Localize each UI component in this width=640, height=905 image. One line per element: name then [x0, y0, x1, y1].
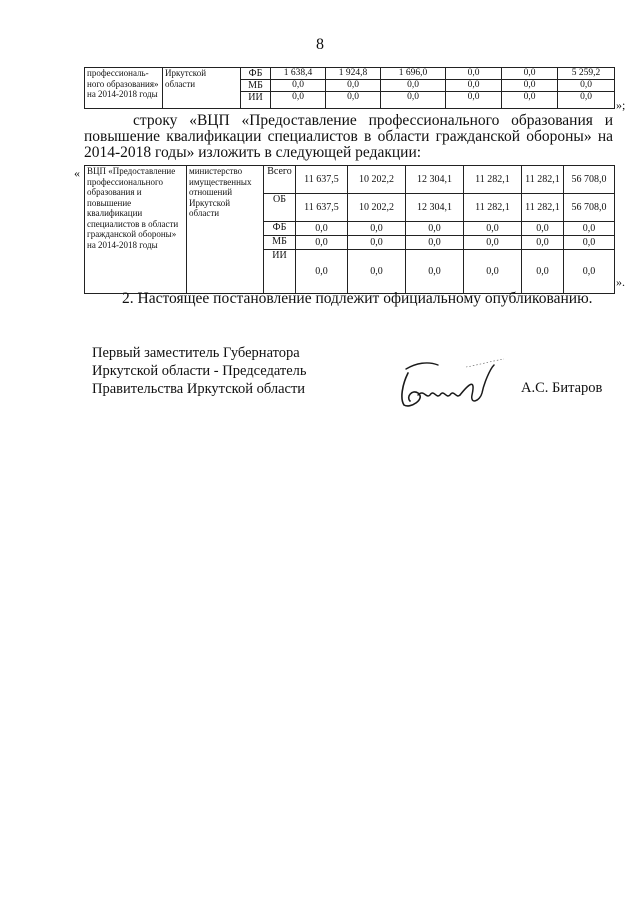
value-cell: 0,0 — [381, 80, 446, 92]
value-cell: 0,0 — [348, 250, 406, 294]
value-cell: 12 304,1 — [406, 194, 464, 222]
value-cell: 0,0 — [406, 222, 464, 236]
value-cell: 0,0 — [564, 250, 615, 294]
funding-source: ФБ — [264, 222, 296, 236]
value-cell: 0,0 — [296, 222, 348, 236]
paragraph-line: повышение квалификации специалистов в области гражданской обороны» на — [84, 128, 613, 145]
value-cell: 0,0 — [381, 92, 446, 109]
page-number: 8 — [316, 36, 324, 53]
value-cell: 0,0 — [558, 80, 615, 92]
value-cell: 0,0 — [502, 92, 558, 109]
value-cell: 1 638,4 — [271, 68, 326, 80]
table-row — [85, 68, 615, 80]
value-cell: 1 696,0 — [381, 68, 446, 80]
paragraph-line: строку «ВЦП «Предоставление профессионального образования и — [133, 112, 613, 129]
closing-quote: ». — [616, 275, 625, 289]
executor-cell: министерство имущественных отношений Иркутской области — [187, 166, 264, 294]
value-cell: 56 708,0 — [564, 194, 615, 222]
value-cell: 11 282,1 — [522, 166, 564, 194]
value-cell: 11 282,1 — [464, 166, 522, 194]
value-cell: 0,0 — [348, 222, 406, 236]
signatory-title-line: Первый заместитель Губернатора — [92, 345, 300, 361]
funding-source: ИИ — [264, 250, 296, 294]
value-cell: 10 202,2 — [348, 194, 406, 222]
funding-source: ОБ — [264, 194, 296, 222]
value-cell: 11 637,5 — [296, 194, 348, 222]
value-cell: 0,0 — [564, 222, 615, 236]
value-cell: 11 282,1 — [522, 194, 564, 222]
value-cell: 1 924,8 — [326, 68, 381, 80]
value-cell: 12 304,1 — [406, 166, 464, 194]
budget-table-continuation — [84, 67, 615, 109]
value-cell: 0,0 — [446, 68, 502, 80]
value-cell: 10 202,2 — [348, 166, 406, 194]
opening-quote: « — [74, 166, 80, 180]
closing-quote: »; — [616, 98, 626, 112]
value-cell: 11 282,1 — [464, 194, 522, 222]
value-cell: 0,0 — [502, 80, 558, 92]
program-name-cell: ВЦП «Предоставление профессионального образования и повышение квалификации специалистов в области гражданской обороны» на 2014-2018 годы — [85, 166, 187, 294]
funding-source: МБ — [264, 236, 296, 250]
budget-table-new — [84, 165, 615, 294]
value-cell: 11 637,5 — [296, 166, 348, 194]
signature-block — [92, 344, 307, 398]
value-cell: 56 708,0 — [564, 166, 615, 194]
value-cell: 0,0 — [271, 80, 326, 92]
value-cell: 0,0 — [564, 236, 615, 250]
value-cell: 0,0 — [296, 250, 348, 294]
value-cell: 0,0 — [464, 236, 522, 250]
value-cell: 0,0 — [348, 236, 406, 250]
table-row — [85, 166, 615, 194]
value-cell: 0,0 — [406, 250, 464, 294]
funding-source: ФБ — [241, 68, 271, 80]
paragraph-line: 2014-2018 годы» изложить в следующей редакции: — [84, 144, 422, 161]
value-cell: 5 259,2 — [558, 68, 615, 80]
value-cell: 0,0 — [446, 92, 502, 109]
value-cell: 0,0 — [558, 92, 615, 109]
funding-source: ИИ — [241, 92, 271, 109]
signatory-title-line: Иркутской области - Председатель — [92, 363, 307, 379]
value-cell: 0,0 — [296, 236, 348, 250]
value-cell: 0,0 — [522, 222, 564, 236]
executor-cell: Иркутской области — [163, 68, 241, 109]
funding-source: МБ — [241, 80, 271, 92]
signatory-title-line: Правительства Иркутской области — [92, 381, 306, 397]
value-cell: 0,0 — [502, 68, 558, 80]
value-cell: 0,0 — [406, 236, 464, 250]
value-cell: 0,0 — [326, 92, 381, 109]
value-cell: 0,0 — [522, 250, 564, 294]
funding-source: Всего — [264, 166, 296, 194]
value-cell: 0,0 — [271, 92, 326, 109]
value-cell: 0,0 — [464, 222, 522, 236]
handwritten-signature-icon — [396, 355, 508, 415]
value-cell: 0,0 — [326, 80, 381, 92]
program-name-cell: профессиональ-ного образования» на 2014-2018 годы — [85, 68, 163, 109]
value-cell: 0,0 — [464, 250, 522, 294]
paragraph-publication: 2. Настоящее постановление подлежит официальному опубликованию. — [122, 290, 593, 307]
value-cell: 0,0 — [446, 80, 502, 92]
signer-name: А.С. Битаров — [521, 380, 603, 396]
value-cell: 0,0 — [522, 236, 564, 250]
